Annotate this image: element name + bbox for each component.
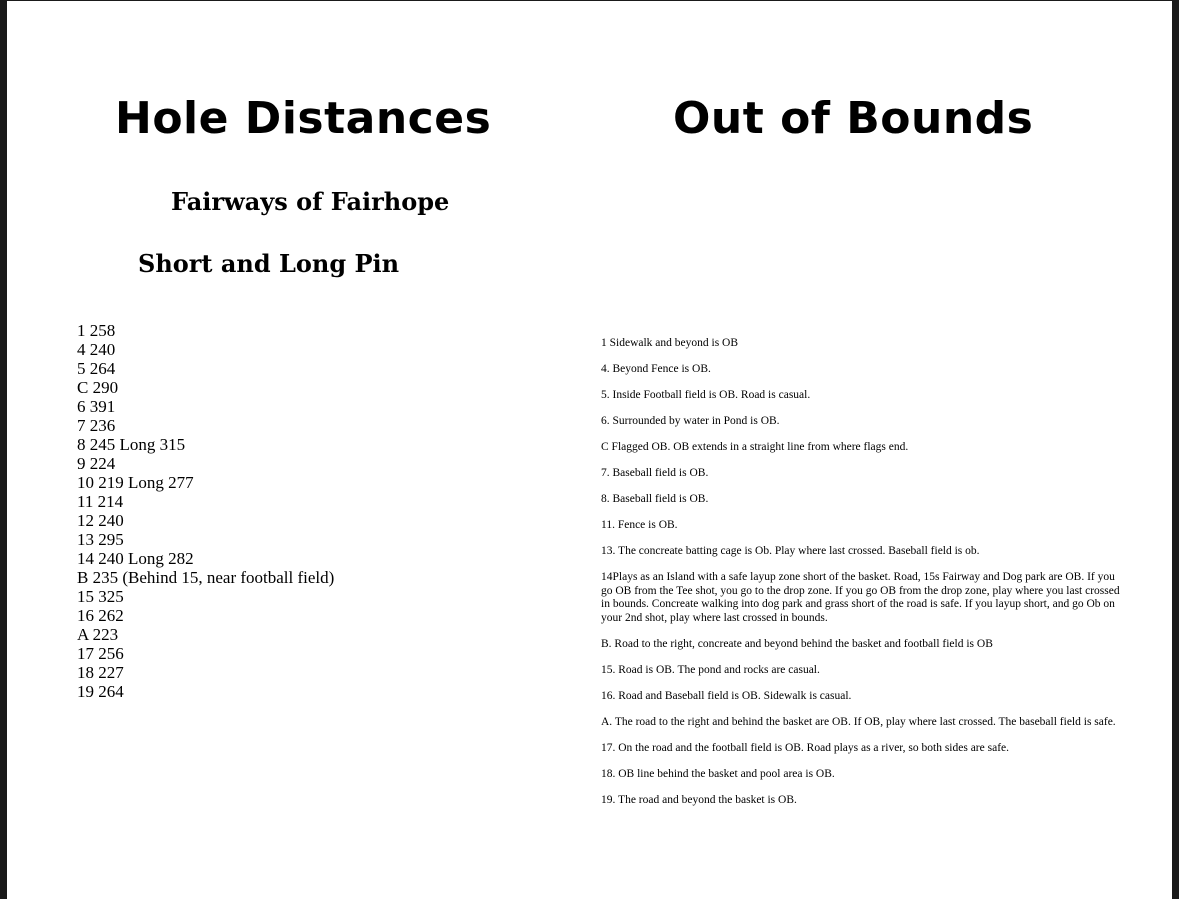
ob-rule-item: 17. On the road and the football field is OB. Road plays as a river, so both sides are safe. — [601, 741, 1010, 754]
ob-rule-item: 7. Baseball field is OB. — [601, 467, 709, 479]
hole-distance-item: 6 391 — [77, 397, 116, 416]
hole-distance-item: 1 258 — [77, 321, 116, 340]
document-page — [7, 1, 1172, 899]
ob-rule-item: B. Road to the right, concreate and beyond behind the basket and football field is OB — [601, 637, 993, 650]
ob-rule-item: A. The road to the right and behind the basket are OB. If OB, play where last crossed. The baseball field is safe. — [601, 715, 1116, 728]
ob-rule-item: 15. Road is OB. The pond and rocks are casual. — [601, 663, 820, 676]
hole-distance-item: 19 264 — [77, 682, 124, 701]
out-of-bounds-heading: Out of Bounds — [673, 93, 1034, 144]
hole-distance-item: 11 214 — [77, 492, 124, 511]
hole-distance-item: 13 295 — [77, 530, 124, 549]
ob-rule-item: C Flagged OB. OB extends in a straight line from where flags end. — [601, 441, 909, 453]
hole-distance-item: 17 256 — [77, 644, 124, 663]
hole-distance-item: 10 219 Long 277 — [77, 473, 194, 492]
ob-rule-item: 18. OB line behind the basket and pool area is OB. — [601, 767, 835, 780]
out-of-bounds-rules-list — [601, 337, 1121, 820]
hole-distance-item: A 223 — [77, 625, 119, 644]
ob-rule-item: 19. The road and beyond the basket is OB. — [601, 793, 797, 806]
hole-distances-heading: Hole Distances — [115, 93, 492, 144]
hole-distance-item: C 290 — [77, 378, 119, 397]
ob-rule-item: 5. Inside Football field is OB. Road is casual. — [601, 389, 811, 401]
course-name: Fairways of Fairhope — [171, 187, 450, 216]
hole-distance-item: 16 262 — [77, 606, 124, 625]
hole-distance-item: 14 240 Long 282 — [77, 549, 194, 568]
hole-distance-item: 4 240 — [77, 340, 116, 359]
hole-distance-item: 8 245 Long 315 — [77, 435, 186, 454]
hole-distance-item: 5 264 — [77, 359, 116, 378]
hole-distance-item: B 235 (Behind 15, near football field) — [77, 568, 335, 587]
ob-rule-item: 1 Sidewalk and beyond is OB — [601, 337, 739, 349]
ob-rule-item: 8. Baseball field is OB. — [601, 493, 709, 505]
hole-distance-list — [77, 321, 334, 701]
ob-rule-item: 16. Road and Baseball field is OB. Sidewalk is casual. — [601, 689, 852, 702]
pin-subtitle: Short and Long Pin — [138, 249, 400, 278]
ob-rule-item: 11. Fence is OB. — [601, 519, 678, 531]
hole-distance-item: 7 236 — [77, 416, 116, 435]
ob-rule-item: 4. Beyond Fence is OB. — [601, 363, 711, 375]
hole-distance-item: 18 227 — [77, 663, 124, 682]
ob-rule-item: 6. Surrounded by water in Pond is OB. — [601, 415, 780, 427]
hole-distance-item: 12 240 — [77, 511, 124, 530]
hole-distance-item: 15 325 — [77, 587, 124, 606]
ob-rule-item: 14Plays as an Island with a safe layup zone short of the basket. Road, 15s Fairway and Dog park are OB. If you go OB from the Tee shot, you go to the drop zone. If you go OB from the drop zone, play where you last crossed in bounds. Concreate walking into dog park and grass short of the road is safe. If you layup short, and go Ob on your 2nd shot, play where last crossed in bounds. — [601, 571, 1120, 624]
hole-distance-item: 9 224 — [77, 454, 116, 473]
ob-rule-item: 13. The concreate batting cage is Ob. Play where last crossed. Baseball field is ob. — [601, 545, 980, 557]
